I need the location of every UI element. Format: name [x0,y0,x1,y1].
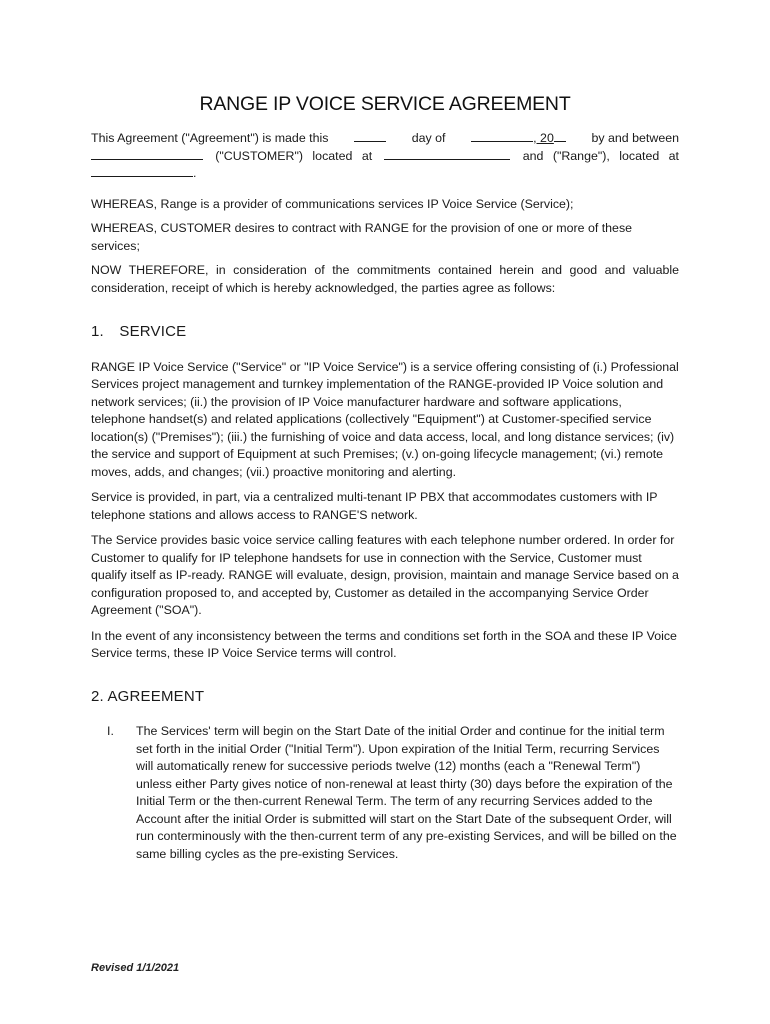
year-blank[interactable] [554,130,566,142]
section-2-item-1 [91,723,679,863]
intro-line-2 [91,148,679,166]
section-1-number: 1. [91,323,104,340]
intro-line-3 [91,165,679,183]
section-1-title: SERVICE [119,323,187,340]
customer-name-blank[interactable] [91,148,203,160]
revision-footer: Revised 1/1/2021 [91,962,180,974]
section-1-heading [91,323,679,341]
section-2-item-1-text: The Services' term will begin on the Start Date of the initial Order and continue for the initial term set forth in the initial Order ("Initial Term"). Upon expiration of the Initial Term, recurring Services will automatically renew for successive periods twelve (12) months (each a "Renewal Term") unless either Party gives notice of non-renewal at least thirty (30) days before the expiration of the Initial Term or the then-current Renewal Term. The term of any recurring Services added to the Account after the initial Order is submitted will start on the Start Date of the subsequent Order, will run conterminously with the then-current term of any pre-existing Services, and will be billed on the same billing cycles as the pre-existing Services. [136,724,677,861]
whereas-2: WHEREAS, CUSTOMER desires to contract with RANGE for the provision of one or more of these services; [91,221,633,253]
document-title: RANGE IP VOICE SERVICE AGREEMENT [199,93,571,115]
section-1-paragraph-3: The Service provides basic voice service calling features with each telephone number ordered. In order for Customer to qualify for IP telephone handsets for use in connection with the Service, Customer must qualify itself as IP-ready. RANGE will evaluate, design, provision, maintain and manage Service based on a configuration proposed to, and accepted by, Customer as detailed in the accompanying Service Order Agreement ("SOA"). [91,533,679,617]
section-2-item-1-number: I. [107,724,114,738]
section-1-paragraph-2: Service is provided, in part, via a centralized multi-tenant IP PBX that accommodates customers with IP telephone stations and allows access to RANGE'S network. [91,490,658,522]
intro-text-7: . [193,166,197,180]
month-blank[interactable] [471,130,533,142]
intro-text-2: day of [411,131,446,145]
intro-text-5: ("CUSTOMER") located at [215,148,373,163]
customer-address-blank[interactable] [384,148,510,160]
section-2-heading: 2. AGREEMENT [91,687,205,705]
intro-text-6: and ("Range"), located at [522,148,679,163]
section-1-paragraph-4: In the event of any inconsistency between the terms and conditions set forth in the SOA and these IP Voice Service terms, these IP Voice Service terms will control. [91,628,677,660]
intro-text-1: This Agreement ("Agreement") is made this [91,131,329,145]
intro-text-4: by and between [591,131,679,145]
day-blank[interactable] [354,130,386,142]
intro-line-1 [91,130,679,148]
range-address-blank[interactable] [91,165,193,177]
date-group [471,130,566,148]
intro-block [91,130,679,183]
document-body [91,130,679,863]
now-therefore: NOW THEREFORE, in consideration of the commitments contained herein and good and valuable consideration, receipt of which is hereby acknowledged, the parties agree as follows: [91,263,679,295]
intro-text-3: , 20 [533,131,554,145]
section-1-paragraph-1: RANGE IP Voice Service ("Service" or "IP Voice Service") is a service offering consisting of (i.) Professional Services project management and turnkey implementation of the RANGE-provided IP Voice solution and network services; (ii.) the provision of IP Voice manufacturer hardware and software applications, telephone handset(s) and related applications (collectively "Equipment") at Customer-specified service location(s) ("Premises"); (iii.) the furnishing of voice and data access, local, and long distance services; (iv) the service and support of Equipment at such Premises; (v.) on-going lifecycle management; (vi.) remote moves, adds, and changes; (vii.) proactive monitoring and alerting. [91,359,679,479]
whereas-1: WHEREAS, Range is a provider of communications services IP Voice Service (Service); [91,196,574,211]
